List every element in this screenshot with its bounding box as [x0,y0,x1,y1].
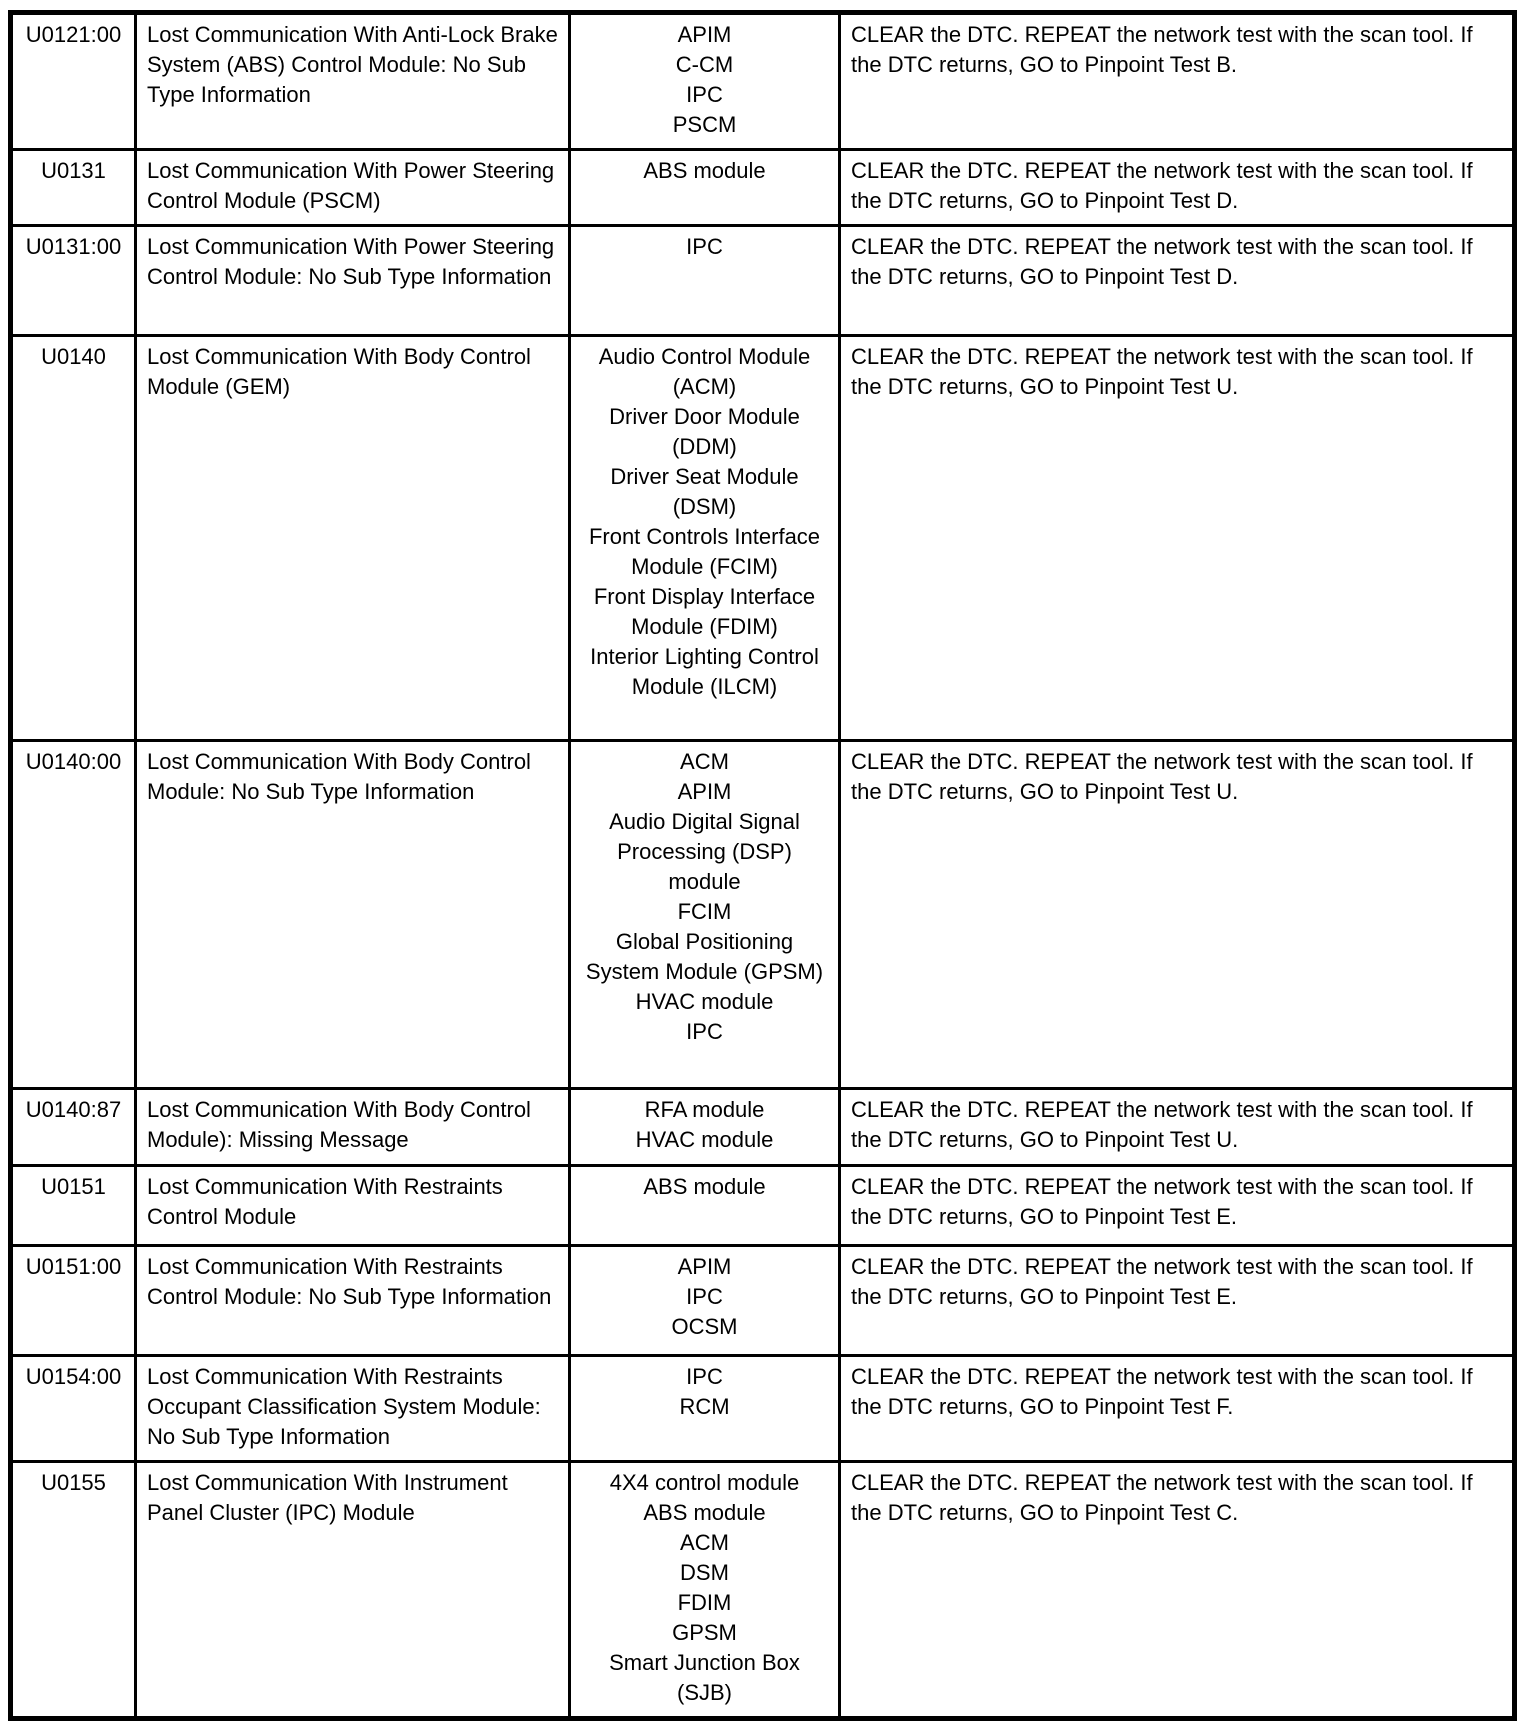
table-row [11,336,1515,741]
module-item: OCSM [671,1314,738,1339]
module-item: RCM [679,1394,730,1419]
table-row [11,150,1515,226]
dtc-description: Lost Communication With Restraints Occupant Classification System Module: No Sub Type Information [136,1356,570,1462]
dtc-description: Lost Communication With Restraints Control Module [136,1166,570,1246]
module-item: ABS module [643,158,766,183]
dtc-action: CLEAR the DTC. REPEAT the network test with the scan tool. If the DTC returns, GO to Pinpoint Test D. [840,150,1515,226]
dtc-action: CLEAR the DTC. REPEAT the network test with the scan tool. If the DTC returns, GO to Pinpoint Test E. [840,1166,1515,1246]
module-item: IPC [686,1364,723,1389]
dtc-description: Lost Communication With Power Steering Control Module (PSCM) [136,150,570,226]
table-row [11,1462,1515,1719]
dtc-modules [570,13,840,150]
module-item: Global Positioning System Module (GPSM) [585,929,824,984]
dtc-description: Lost Communication With Anti-Lock Brake System (ABS) Control Module: No Sub Type Information [136,13,570,150]
dtc-index-table [8,10,1517,1721]
module-item: HVAC module [635,1127,774,1152]
dtc-table-body [11,13,1515,1719]
dtc-modules [570,741,840,1089]
table-row [11,741,1515,1089]
dtc-action: CLEAR the DTC. REPEAT the network test with the scan tool. If the DTC returns, GO to Pinpoint Test D. [840,226,1515,336]
dtc-modules [570,336,840,741]
dtc-code: U0140:00 [11,741,136,1089]
module-item: FDIM [677,1590,732,1615]
module-item: DSM [680,1560,729,1585]
module-item: C-CM [675,52,734,77]
dtc-action: CLEAR the DTC. REPEAT the network test with the scan tool. If the DTC returns, GO to Pinpoint Test U. [840,336,1515,741]
module-item: APIM [677,22,732,47]
module-item: Audio Control Module (ACM) [598,344,811,399]
module-item: IPC [686,1019,723,1044]
dtc-code: U0140:87 [11,1089,136,1166]
module-item: Front Display Interface Module (FDIM) [593,584,816,639]
dtc-code: U0131 [11,150,136,226]
table-row [11,1246,1515,1356]
dtc-code: U0131:00 [11,226,136,336]
dtc-action: CLEAR the DTC. REPEAT the network test with the scan tool. If the DTC returns, GO to Pinpoint Test U. [840,1089,1515,1166]
module-item: ACM [680,749,729,774]
dtc-modules [570,1166,840,1246]
dtc-description: Lost Communication With Instrument Panel Cluster (IPC) Module [136,1462,570,1719]
module-item: GPSM [672,1620,737,1645]
table-row [11,1356,1515,1462]
module-item: IPC [686,82,723,107]
dtc-description: Lost Communication With Body Control Module): Missing Message [136,1089,570,1166]
module-item: Driver Seat Module (DSM) [610,464,799,519]
dtc-code: U0140 [11,336,136,741]
module-item: ABS module [643,1174,766,1199]
module-item: Audio Digital Signal Processing (DSP) module [609,809,800,894]
dtc-description: Lost Communication With Body Control Module: No Sub Type Information [136,741,570,1089]
module-item: Interior Lighting Control Module (ILCM) [590,644,819,699]
module-item: Driver Door Module (DDM) [609,404,800,459]
dtc-code: U0151 [11,1166,136,1246]
module-item: APIM [677,779,732,804]
dtc-action: CLEAR the DTC. REPEAT the network test with the scan tool. If the DTC returns, GO to Pinpoint Test C. [840,1462,1515,1719]
table-row [11,1166,1515,1246]
table-row [11,1089,1515,1166]
module-item: ABS module [643,1500,766,1525]
module-item: RFA module [644,1097,765,1122]
dtc-description: Lost Communication With Power Steering Control Module: No Sub Type Information [136,226,570,336]
dtc-code: U0121:00 [11,13,136,150]
module-item: PSCM [672,112,737,137]
dtc-modules [570,1089,840,1166]
dtc-action: CLEAR the DTC. REPEAT the network test with the scan tool. If the DTC returns, GO to Pinpoint Test F. [840,1356,1515,1462]
dtc-action: CLEAR the DTC. REPEAT the network test with the scan tool. If the DTC returns, GO to Pinpoint Test E. [840,1246,1515,1356]
module-item: 4X4 control module [609,1470,800,1495]
dtc-code: U0154:00 [11,1356,136,1462]
table-row [11,13,1515,150]
module-item: Front Controls Interface Module (FCIM) [588,524,821,579]
dtc-code: U0151:00 [11,1246,136,1356]
dtc-modules [570,150,840,226]
dtc-modules [570,226,840,336]
dtc-code: U0155 [11,1462,136,1719]
dtc-action: CLEAR the DTC. REPEAT the network test with the scan tool. If the DTC returns, GO to Pinpoint Test U. [840,741,1515,1089]
module-item: IPC [686,234,723,259]
dtc-modules [570,1462,840,1719]
dtc-action: CLEAR the DTC. REPEAT the network test with the scan tool. If the DTC returns, GO to Pinpoint Test B. [840,13,1515,150]
dtc-description: Lost Communication With Body Control Module (GEM) [136,336,570,741]
module-item: FCIM [677,899,732,924]
module-item: IPC [686,1284,723,1309]
dtc-modules [570,1356,840,1462]
dtc-description: Lost Communication With Restraints Control Module: No Sub Type Information [136,1246,570,1356]
module-item: HVAC module [635,989,774,1014]
module-item: Smart Junction Box (SJB) [609,1650,800,1705]
module-item: APIM [677,1254,732,1279]
module-item: ACM [680,1530,729,1555]
table-row [11,226,1515,336]
dtc-modules [570,1246,840,1356]
